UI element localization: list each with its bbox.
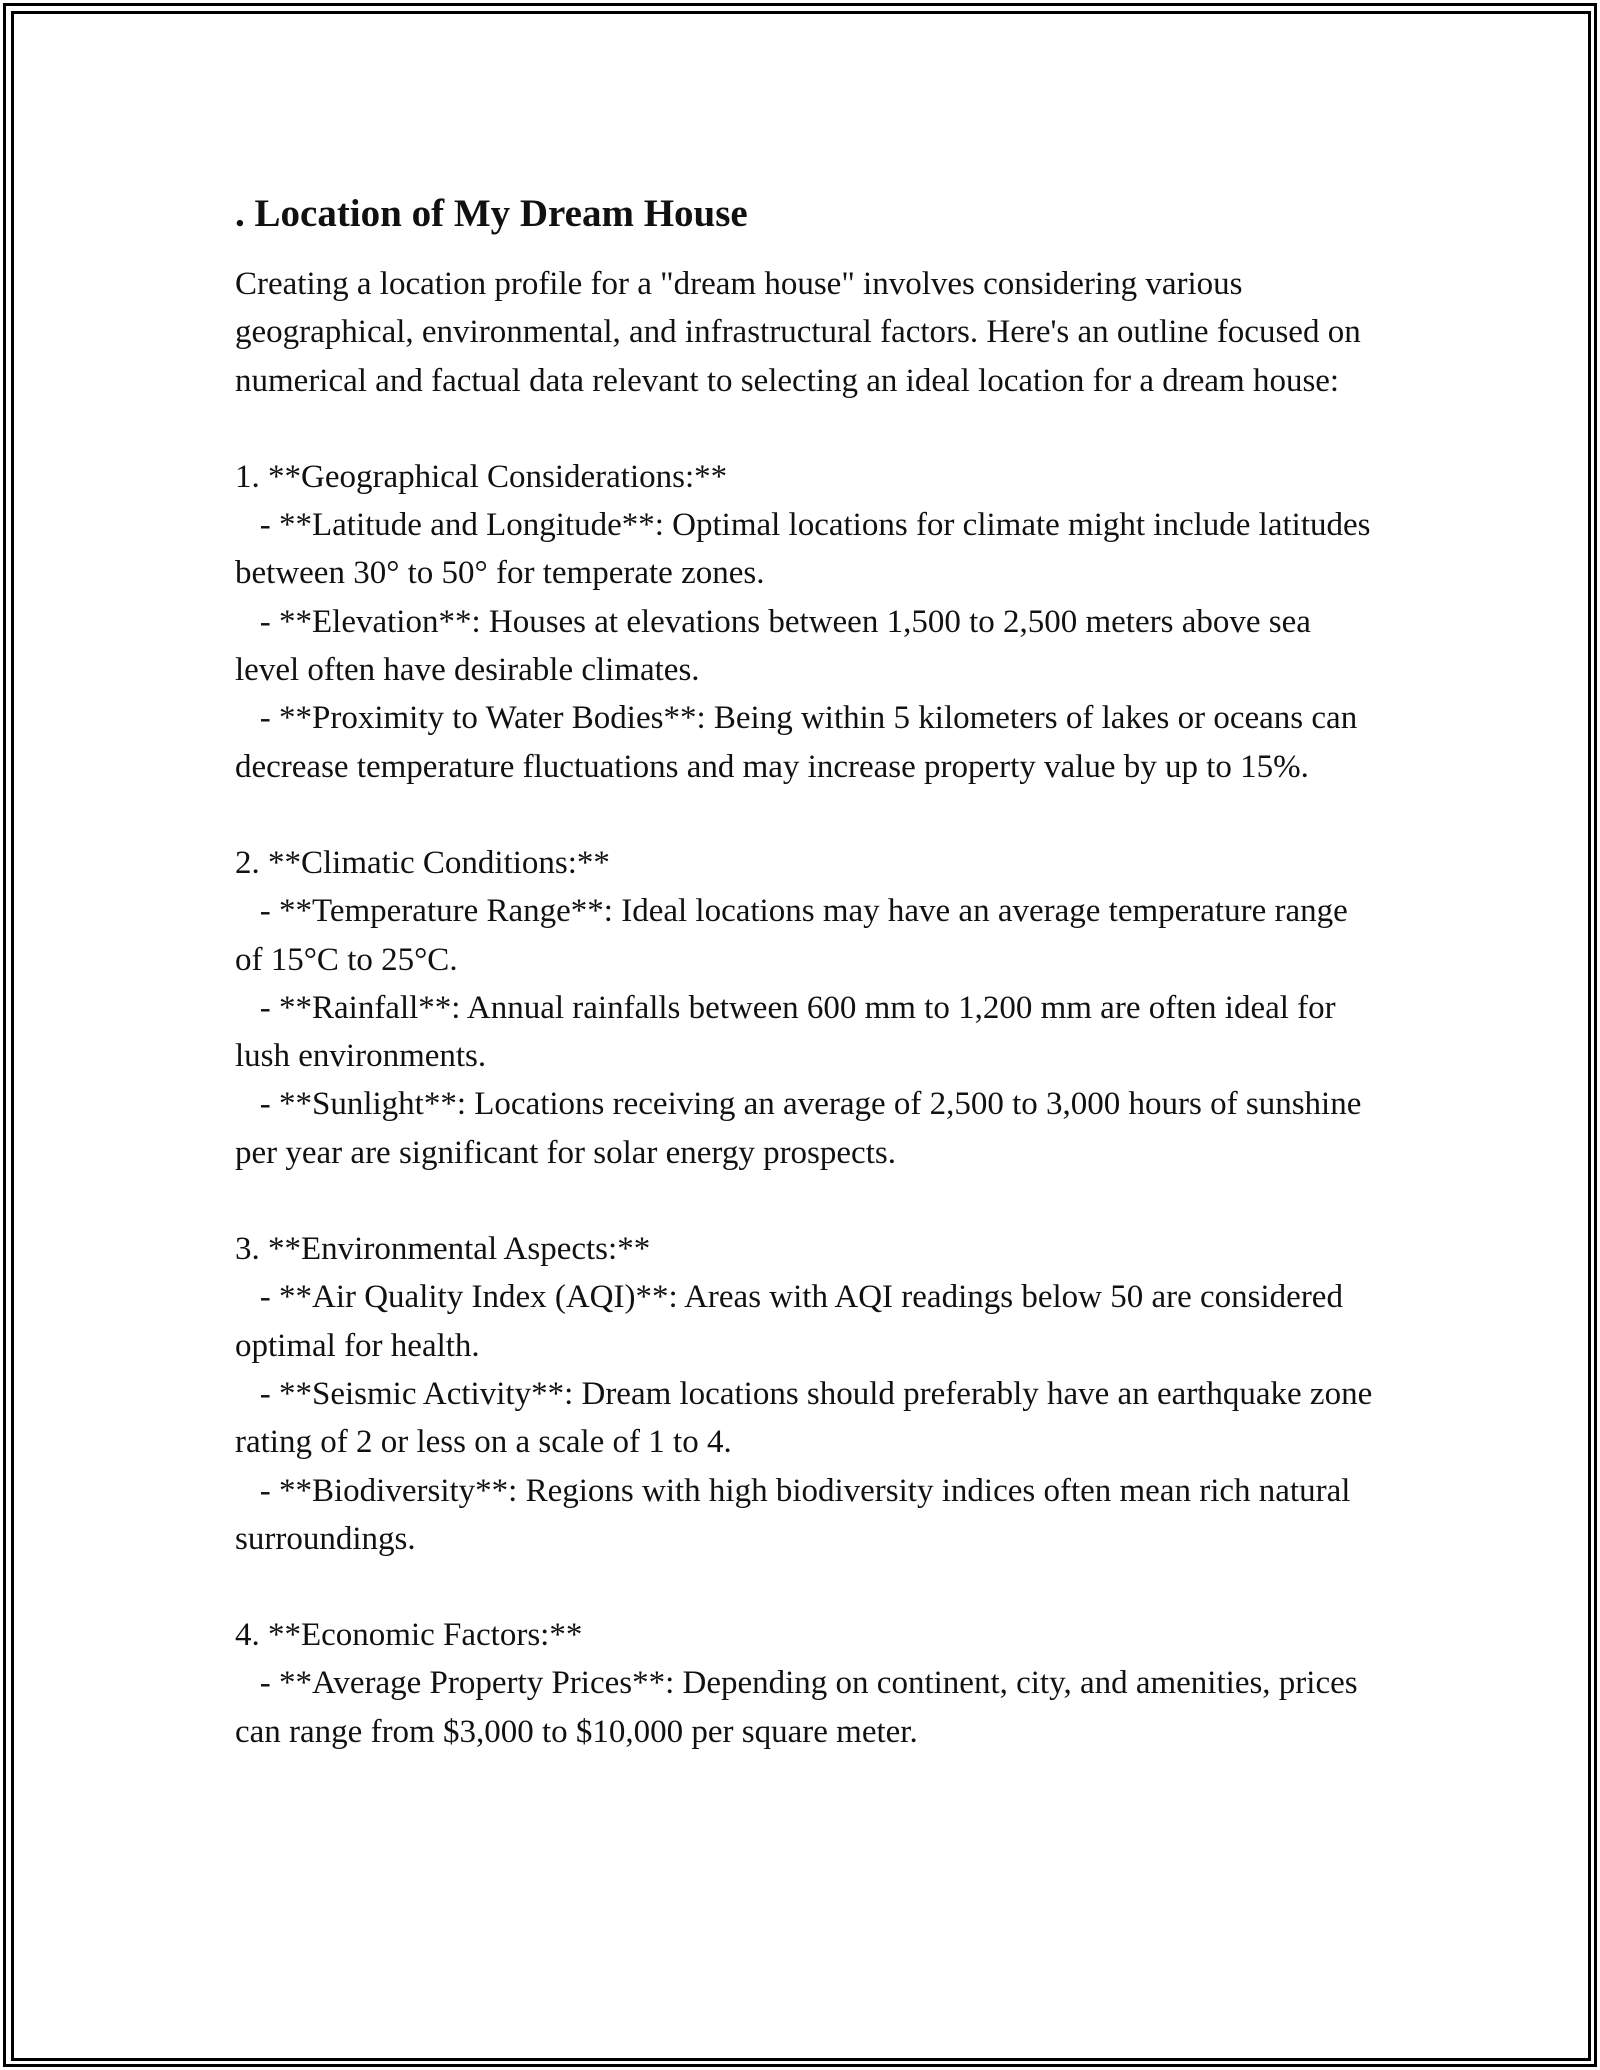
list-item: - **Sunlight**: Locations receiving an average of 2,500 to 3,000 hours of sunshine per year are significant for solar energy prospects.: [235, 1086, 1370, 1171]
list-item: - **Latitude and Longitude**: Optimal locations for climate might include latitudes between 30° to 50° for temperate zones.: [235, 507, 1379, 592]
list-item: - **Temperature Range**: Ideal locations may have an average temperature range of 15°C to 25°C.: [235, 893, 1357, 978]
section-environmental: [235, 1225, 1381, 1563]
section-economic: [235, 1611, 1375, 1756]
section-climatic: [235, 839, 1375, 1177]
list-item: - **Air Quality Index (AQI)**: Areas with AQI readings below 50 are considered optimal for health.: [235, 1279, 1352, 1364]
document-body: [235, 188, 1381, 1756]
list-item: - **Seismic Activity**: Dream locations should preferably have an earthquake zone rating of 2 or less on a scale of 1 to 4.: [235, 1375, 1381, 1461]
intro-paragraph: Creating a location profile for a "dream house" involves considering various geographical, environmental, and infrastructural factors. Here's an outline focused on numerical and factual data relevant to selecting an ideal location for a dream house:: [235, 266, 1361, 399]
list-item: - **Biodiversity**: Regions with high biodiversity indices often mean rich natural surroundings.: [235, 1472, 1359, 1557]
section-heading: 1. **Geographical Considerations:**: [235, 458, 728, 495]
section-geographical: [235, 453, 1379, 791]
section-heading: 4. **Economic Factors:**: [235, 1617, 583, 1654]
section-heading: 2. **Climatic Conditions:**: [235, 844, 610, 881]
section-heading: 3. **Environmental Aspects:**: [235, 1231, 651, 1268]
list-item: - **Proximity to Water Bodies**: Being within 5 kilometers of lakes or oceans can decrease temperature fluctuations and may increase property value by up to 15%.: [235, 700, 1366, 785]
page-title: . Location of My Dream House: [235, 192, 748, 235]
list-item: - **Rainfall**: Annual rainfalls between 600 mm to 1,200 mm are often ideal for lush environments.: [235, 989, 1344, 1075]
list-item: - **Elevation**: Houses at elevations between 1,500 to 2,500 meters above sea level often have desirable climates.: [235, 603, 1320, 689]
list-item: - **Average Property Prices**: Depending on continent, city, and amenities, prices can range from $3,000 to $10,000 per square meter.: [235, 1665, 1366, 1750]
